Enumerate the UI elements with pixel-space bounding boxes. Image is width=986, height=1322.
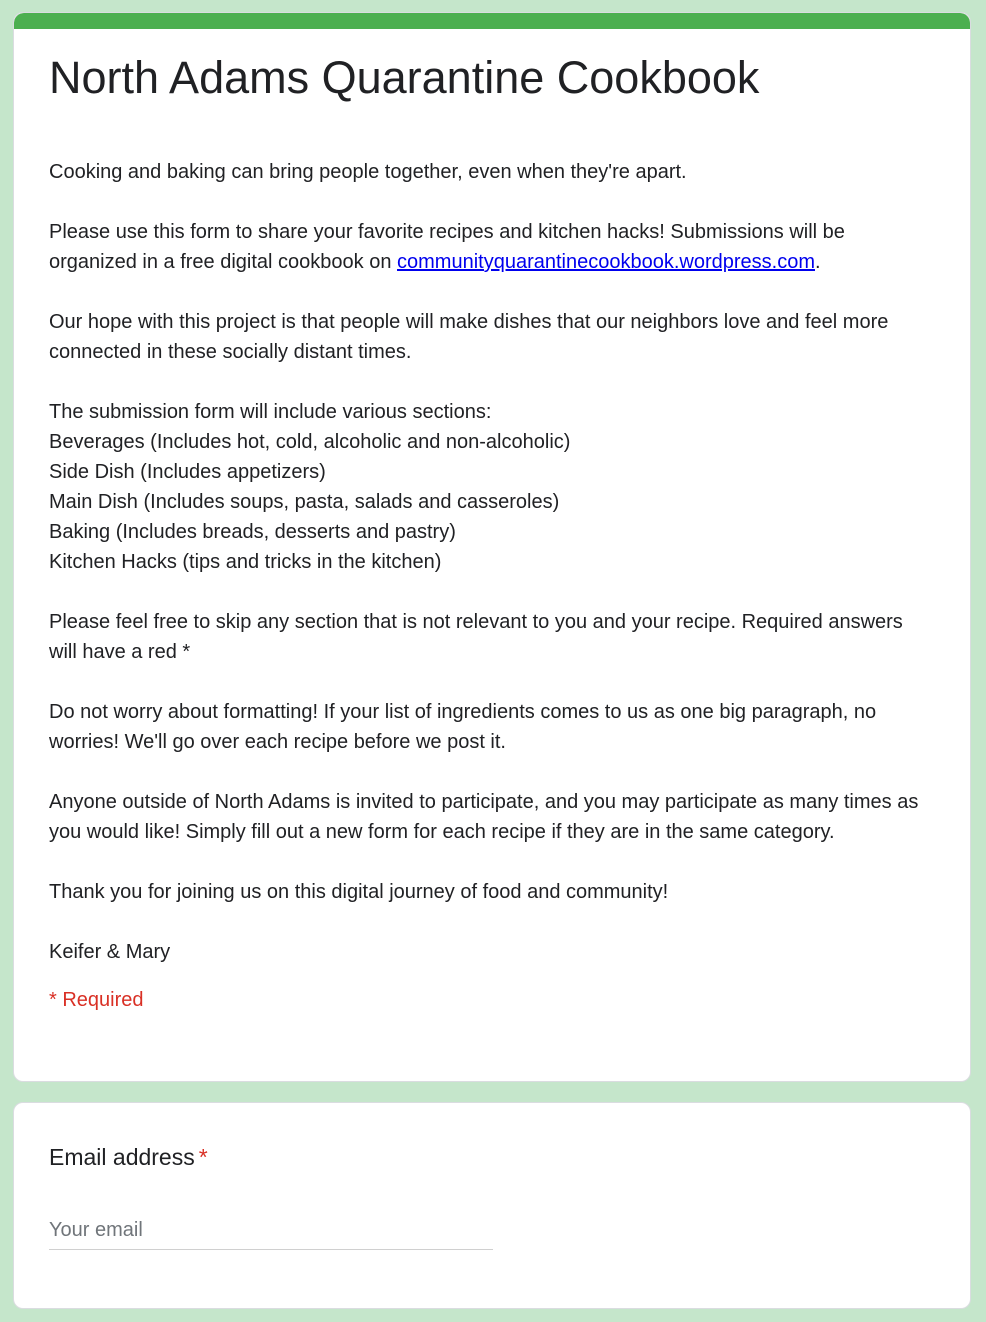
share-paragraph (49, 217, 930, 277)
required-asterisk: * (198, 1144, 208, 1170)
intro-paragraph: Cooking and baking can bring people together, even when they're apart. (49, 161, 687, 183)
participation-note: Anyone outside of North Adams is invited to participate, and you may participate as many times as you would like! Simply fill out a new form for each recipe if they are in the same category. (49, 791, 919, 843)
section-item-main-dish: Main Dish (Includes soups, pasta, salads and casseroles) (49, 491, 560, 513)
hope-paragraph: Our hope with this project is that people will make dishes that our neighbors love and feel more connected in these socially distant times. (49, 311, 889, 363)
section-item-beverages: Beverages (Includes hot, cold, alcoholic and non-alcoholic) (49, 431, 571, 453)
header-content (49, 49, 930, 1015)
required-legend: * Required (49, 989, 144, 1011)
thanks-paragraph: Thank you for joining us on this digital journey of food and community! (49, 881, 669, 903)
form-description (49, 157, 930, 967)
share-text: Please use this form to share your favorite recipes and kitchen hacks! Submissions will be organized in a free digital cookbook on (49, 221, 845, 273)
form-header-card (13, 12, 971, 1082)
form-title: North Adams Quarantine Cookbook (49, 52, 760, 103)
email-question-title (49, 1141, 930, 1173)
section-item-side-dish: Side Dish (Includes appetizers) (49, 461, 326, 483)
email-label: Email address (49, 1144, 195, 1170)
section-item-baking: Baking (Includes breads, desserts and pastry) (49, 521, 456, 543)
email-question-content (49, 1141, 930, 1250)
cookbook-link[interactable]: communityquarantinecookbook.wordpress.com (397, 251, 815, 273)
header-accent-bar (14, 13, 970, 29)
skip-note: Please feel free to skip any section that is not relevant to you and your recipe. Required answers will have a red * (49, 611, 903, 663)
signature: Keifer & Mary (49, 941, 171, 963)
email-question-card (13, 1102, 971, 1309)
section-item-kitchen-hacks: Kitchen Hacks (tips and tricks in the kitchen) (49, 551, 442, 573)
sections-intro: The submission form will include various sections: (49, 401, 492, 423)
email-input[interactable] (49, 1211, 493, 1250)
formatting-note: Do not worry about formatting! If your list of ingredients comes to us as one big paragraph, no worries! We'll go over each recipe before we post it. (49, 701, 877, 753)
share-period: . (815, 251, 821, 273)
